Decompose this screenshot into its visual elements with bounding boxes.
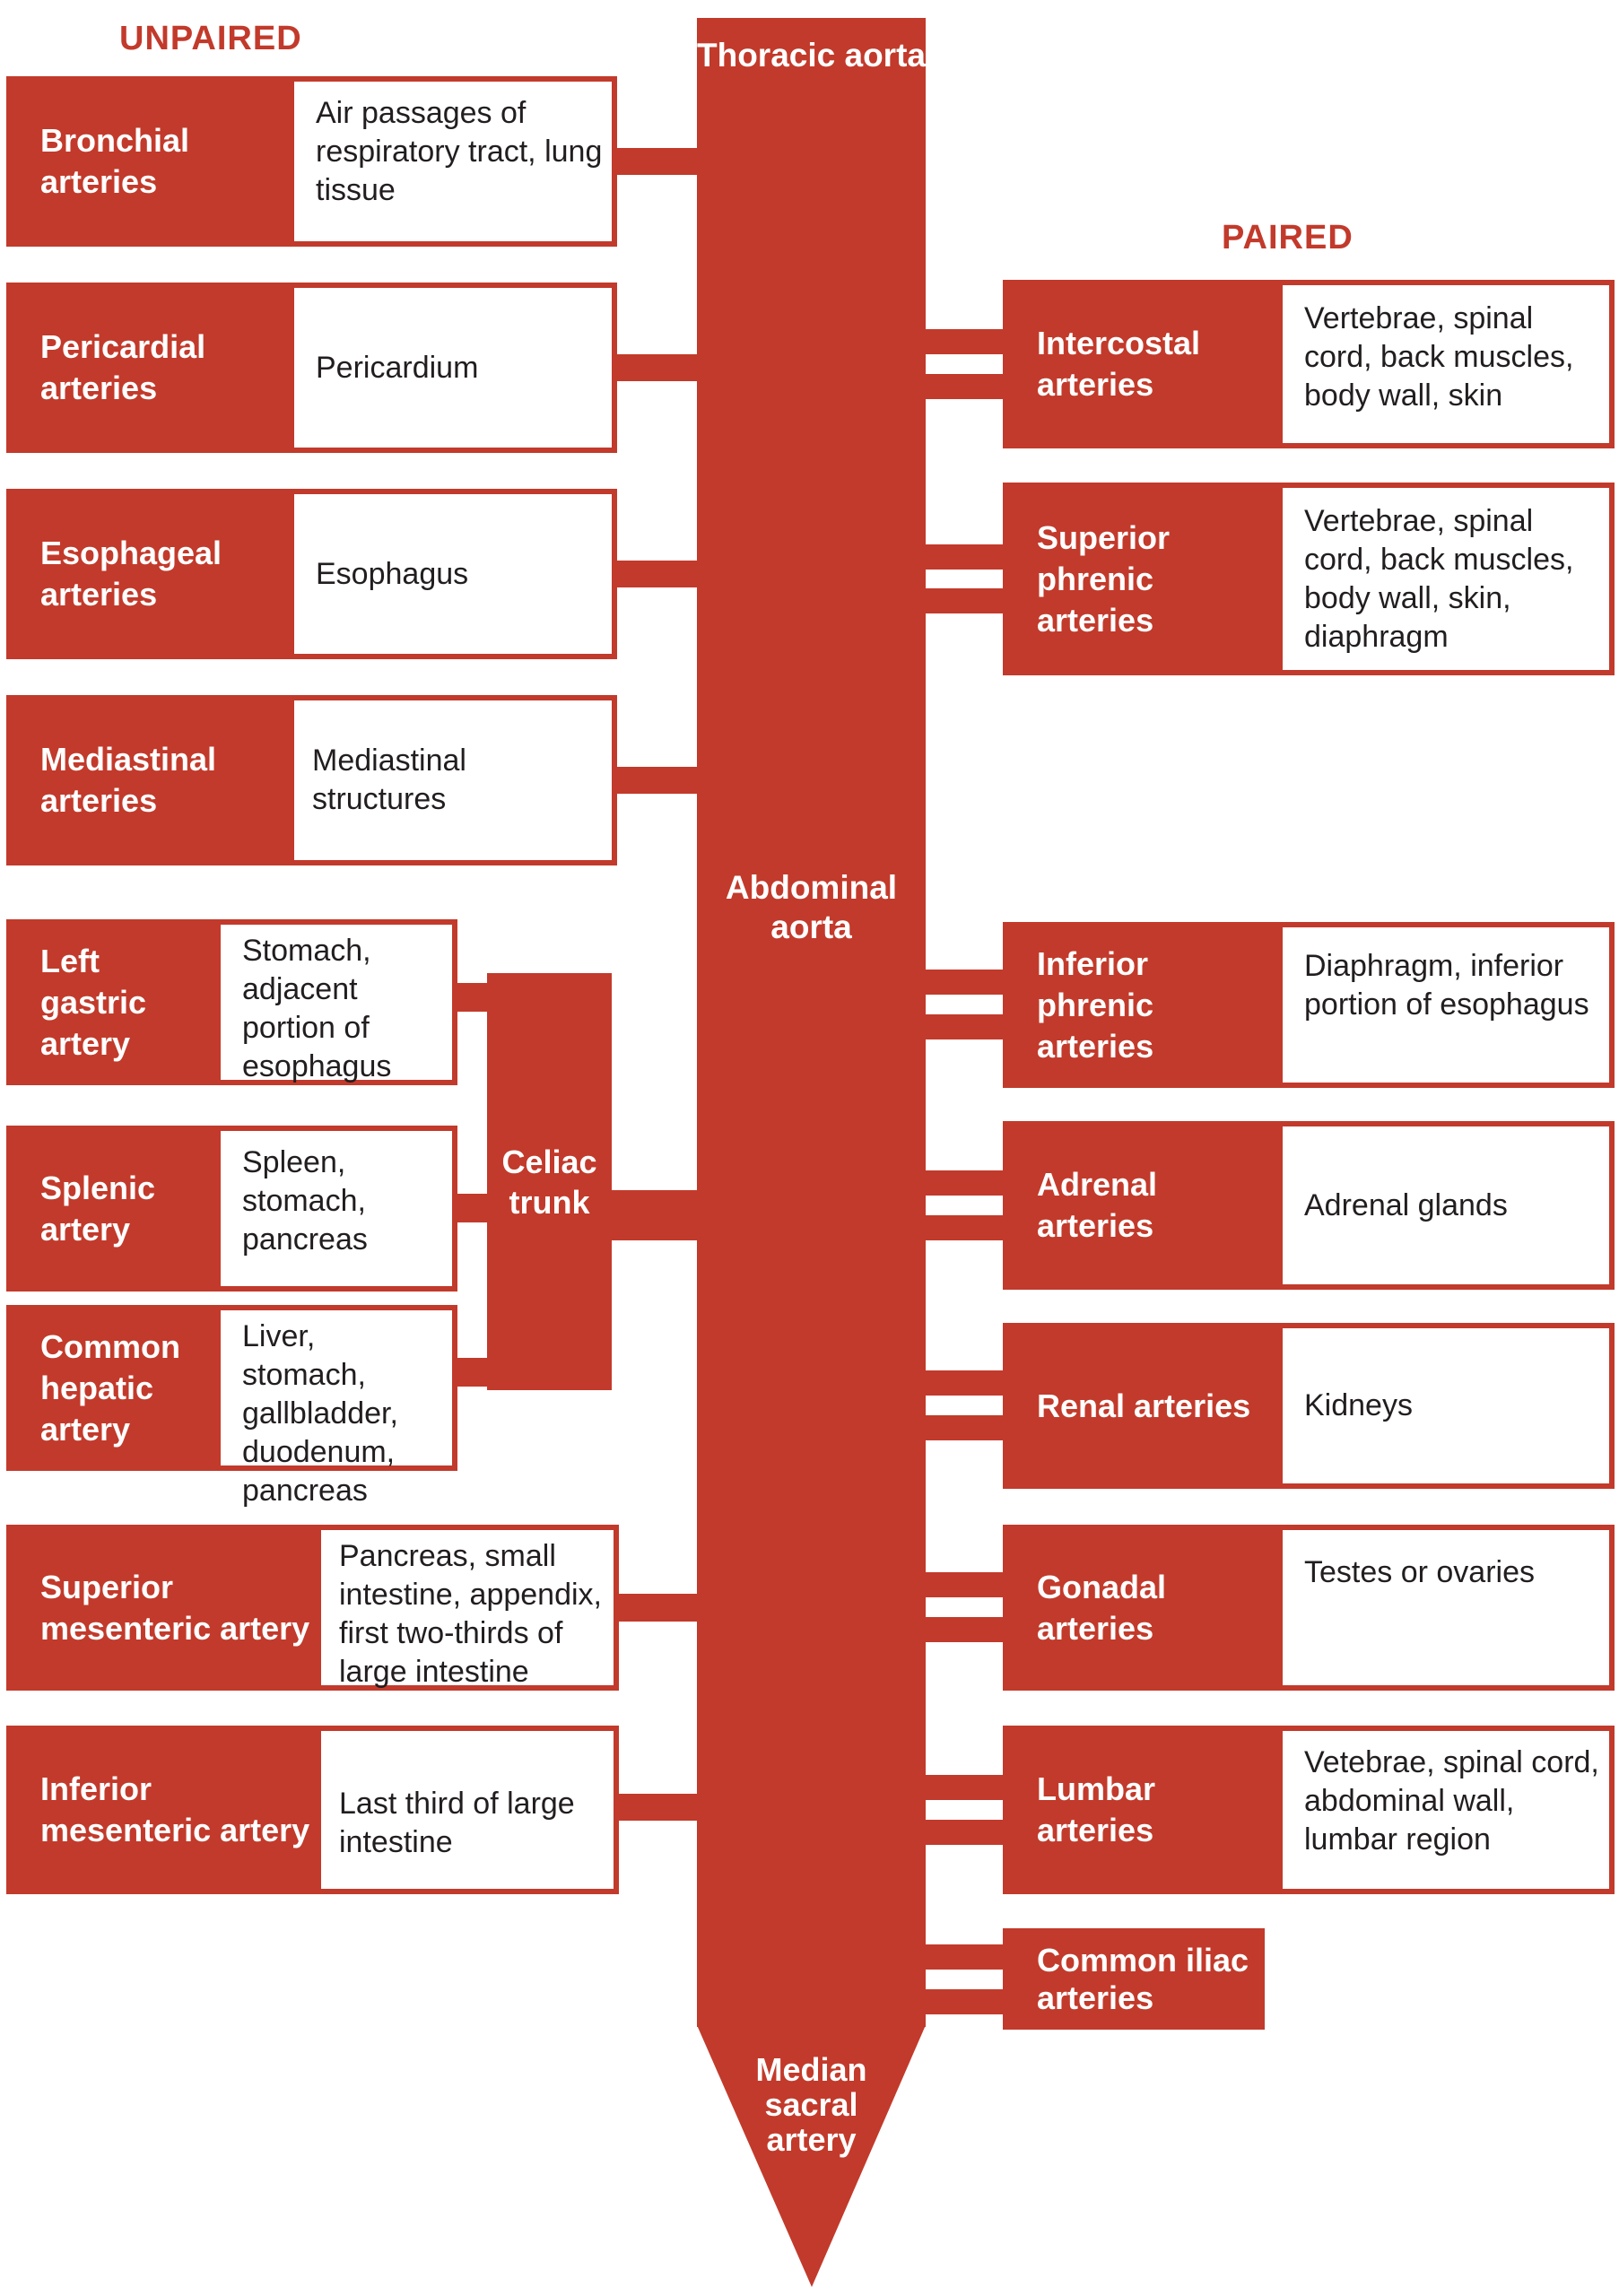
row-inferior-mesenteric-desc: Last third of large intestine (316, 1726, 619, 1894)
row-superior-phrenic-label: Superior phrenic arteries (1003, 483, 1277, 675)
row-mediastinal-desc: Mediastinal structures (289, 695, 617, 865)
row-gonadal-desc: Testes or ovaries (1277, 1525, 1615, 1691)
aorta-column (697, 18, 926, 2027)
row-common-hepatic-desc: Liver, stomach, gallbladder, duodenum, pancreas (215, 1305, 457, 1471)
connector-common-hepatic (452, 1358, 488, 1387)
abdominal-aorta-label: Abdominal aorta (725, 869, 898, 945)
row-renal-desc: Kidneys (1277, 1323, 1615, 1489)
row-gonadal-label: Gonadal arteries (1003, 1525, 1277, 1691)
row-esophageal-desc: Esophagus (289, 489, 617, 659)
paired-bar-renal-bottom (924, 1415, 1005, 1440)
row-intercostal-label: Intercostal arteries (1003, 280, 1277, 448)
row-intercostal-desc: Vertebrae, spinal cord, back muscles, body wall, skin (1277, 280, 1615, 448)
row-superior-phrenic-desc: Vertebrae, spinal cord, back muscles, body wall, skin, diaphragm (1277, 483, 1615, 675)
connector-bronchial (612, 148, 698, 175)
paired-bar-adrenal-bottom (924, 1215, 1005, 1240)
paired-bar-gonadal-bottom (924, 1617, 1005, 1642)
row-common-iliac-label: Common iliac arteries (1003, 1928, 1265, 2030)
row-superior-mesenteric-desc: Pancreas, small intestine, appendix, first two-thirds of large intestine (316, 1525, 619, 1691)
paired-bar-superior-phrenic-bottom (924, 588, 1005, 613)
row-renal-label: Renal arteries (1003, 1323, 1277, 1489)
row-left-gastric-label: Left gastric artery (6, 919, 215, 1085)
paired-bar-superior-phrenic-top (924, 544, 1005, 570)
paired-bar-common-iliac-bottom (924, 1989, 1005, 2014)
paired-bar-lumbar-bottom (924, 1820, 1005, 1845)
connector-inferior-mesenteric (614, 1794, 698, 1821)
paired-bar-renal-top (924, 1370, 1005, 1396)
unpaired-header: UNPAIRED (119, 20, 302, 57)
row-inferior-phrenic-desc: Diaphragm, inferior portion of esophagus (1277, 922, 1615, 1088)
row-mediastinal-label: Mediastinal arteries (6, 695, 289, 865)
paired-bar-intercostal-bottom (924, 374, 1005, 399)
paired-bar-common-iliac-top (924, 1944, 1005, 1970)
paired-bar-inferior-phrenic-top (924, 970, 1005, 995)
paired-bar-lumbar-top (924, 1775, 1005, 1800)
paired-bar-adrenal-top (924, 1170, 1005, 1196)
celiac-trunk-box: Celiac trunk (487, 973, 612, 1390)
connector-left-gastric (452, 983, 488, 1012)
row-splenic-desc: Spleen, stomach, pancreas (215, 1126, 457, 1292)
row-inferior-mesenteric-label: Inferior mesenteric artery (6, 1726, 316, 1894)
thoracic-aorta-label: Thoracic aorta (697, 37, 926, 74)
row-bronchial-label: Bronchial arteries (6, 76, 289, 247)
row-lumbar-label: Lumbar arteries (1003, 1726, 1277, 1894)
row-common-hepatic-label: Common hepatic artery (6, 1305, 215, 1471)
row-superior-mesenteric-label: Superior mesenteric artery (6, 1525, 316, 1691)
row-bronchial-desc: Air passages of respiratory tract, lung tissue (289, 76, 617, 247)
paired-bar-intercostal-top (924, 329, 1005, 354)
connector-esophageal (612, 561, 698, 587)
median-sacral-artery-label: Median sacral artery (755, 2051, 867, 2158)
connector-mediastinal (612, 767, 698, 794)
connector-superior-mesenteric (614, 1594, 698, 1622)
row-lumbar-desc: Vetebrae, spinal cord, abdominal wall, lumbar region (1277, 1726, 1615, 1894)
paired-header: PAIRED (1222, 219, 1354, 257)
row-left-gastric-desc: Stomach, adjacent portion of esophagus (215, 919, 457, 1085)
row-adrenal-label: Adrenal arteries (1003, 1121, 1277, 1290)
row-pericardial-desc: Pericardium (289, 283, 617, 453)
paired-bar-inferior-phrenic-bottom (924, 1014, 1005, 1039)
row-inferior-phrenic-label: Inferior phrenic arteries (1003, 922, 1277, 1088)
connector-pericardial (612, 354, 698, 381)
connector-celiac-aorta (610, 1190, 698, 1240)
row-splenic-label: Splenic artery (6, 1126, 215, 1292)
connector-splenic (452, 1194, 488, 1222)
paired-bar-gonadal-top (924, 1572, 1005, 1597)
row-esophageal-label: Esophageal arteries (6, 489, 289, 659)
row-adrenal-desc: Adrenal glands (1277, 1121, 1615, 1290)
row-pericardial-label: Pericardial arteries (6, 283, 289, 453)
